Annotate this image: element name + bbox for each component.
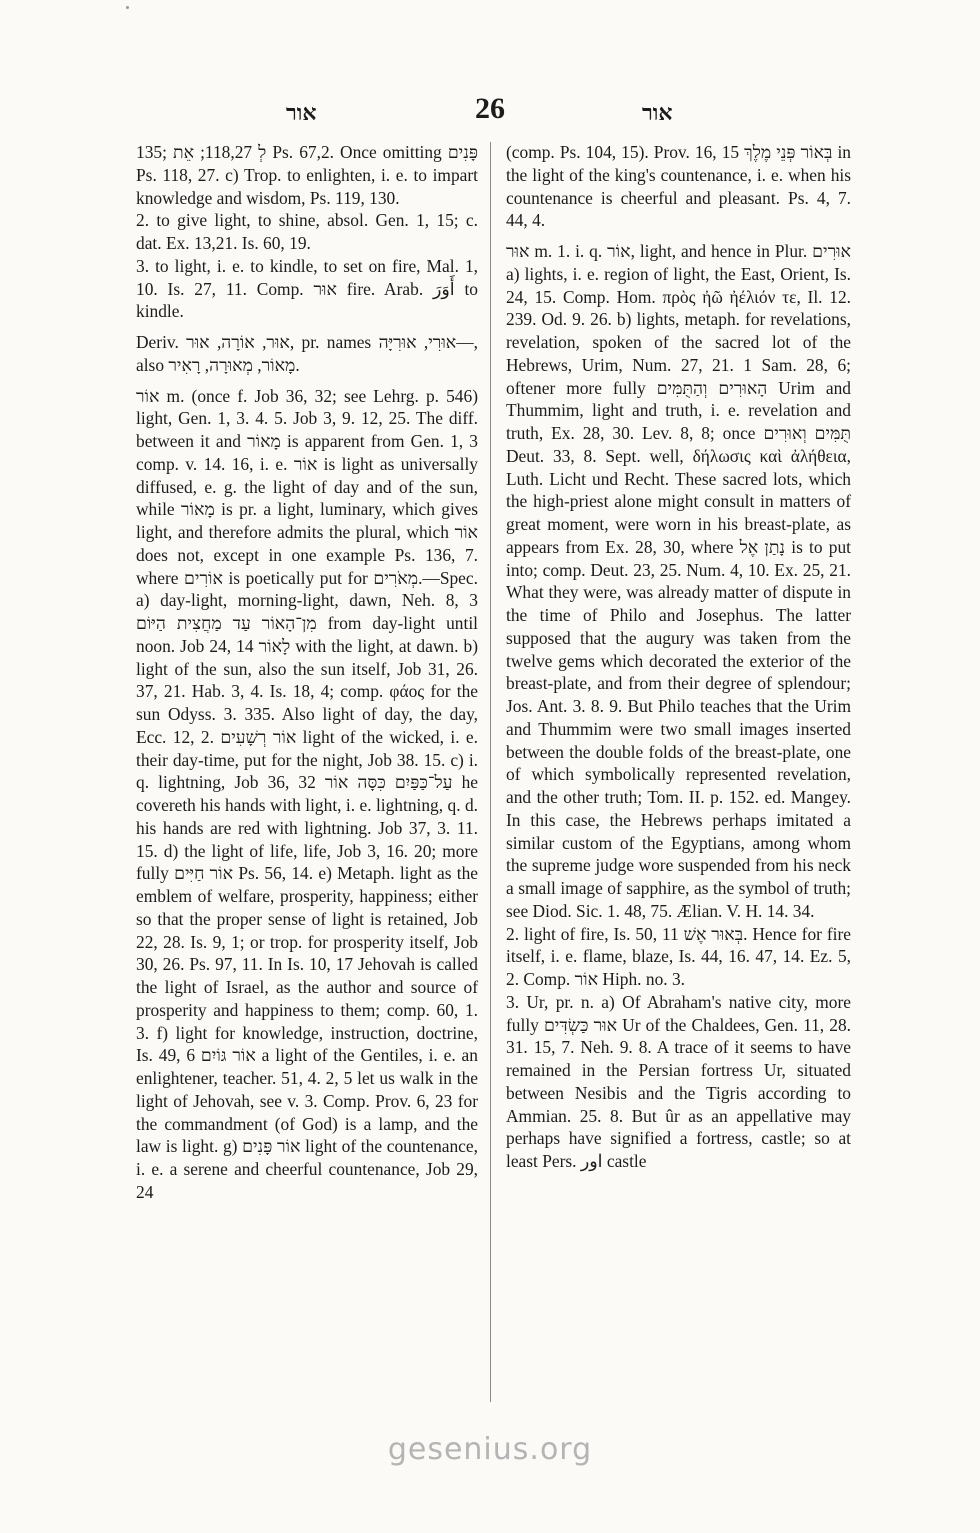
entry-paragraph: 3. Ur, pr. n. a) Of Abraham's native city, more fully אוּר כַּשְׂדִּים Ur of the Chaldees, Gen. 11, 28. 31. 15, 7. Neh. 9. 8. A trace of it seems to have remained in the Persian fortress Ur, situated between Nesibis and the Tigris according to Ammian. 25. 8. But ûr as an appellative may perhaps have signified a fortress, castle; so at least Pers. اور castle bbox=[506, 991, 851, 1171]
column-divider bbox=[490, 142, 491, 1402]
site-watermark: gesenius.org bbox=[387, 1432, 593, 1467]
catchword-left: אור bbox=[286, 100, 317, 125]
entry-ur-paragraph: אוּר m. 1. i. q. אוֹר, light, and hence in Plur. אוּרִים a) lights, i. e. region of light, the East, Orient, Is. 24, 15. Comp. Hom. πρὸς ἠῶ ἠέλιόν τε, Il. 12. 239. Od. 9. 26. b) lights, metaph. for revelations, revelation, spoken of the sacred lot of the Hebrews, Urim, Num. 27, 21. 1 Sam. 28, 6; oftener more fully הָאוּרִים וְהַתֻּמִּים Urim and Thummim, light and truth, i. e. revelation and truth, Ex. 28, 30. Lev. 8, 8; once תֻּמִּים וְאוּרִים Deut. 33, 8. Sept. well, δήλωσις καὶ ἀλήθεια, Luth. Licht und Recht. These sacred lots, which the high-priest alone might consult in matters of great moment, were worn in his breast-plate, as appears from Ex. 28, 30, where נָתַן אֶל is to put into; comp. Deut. 23, 25. Num. 4, 10. Ex. 25, 21. What they were, was already matter of dispute in the time of Philo and Josephus. The latter supposed that the augury was taken from the twelve gems which decorated the exterior of the breast-plate, and from their degree of splendour; Jos. Ant. 3. 8. 9. But Philo teaches that the Urim and Thummim were two small images inserted between the double folds of the breast-plate, one of which symbolically represented revelation, and the other truth; Tom. II. p. 152. ed. Mangey. In this case, the Hebrews perhaps imitated a similar custom of the Egyptians, among whom the supreme judge wore suspended from his neck a small image of sapphire, as the symbol of truth; see Diod. Sic. 1. 48, 75. Ælian. V. H. 14. 34. bbox=[506, 241, 851, 921]
right-column bbox=[506, 141, 851, 1173]
entry-or-paragraph: אוֹר m. (once f. Job 36, 32; see Lehrg. p. 546) light, Gen. 1, 3. 4. 5. Job 3, 9. 12, 25. The diff. between it and מָאוֹר is apparent from Gen. 1, 3 comp. v. 14. 16, i. e. אוֹר is light as universally diffused, e. g. the light of day and of the sun, while מָאוֹר is pr. a light, luminary, which gives light, and therefore admits the plural, which אוֹר does not, except in one example Ps. 136, 7. where אוֹרִים is poetically put for מְאֹרִים.—Spec. a) day-light, morning-light, dawn, Neh. 8, 3 מִן־הָאוֹר עַד מַחֲצִית הַיּוֹם from day-light until noon. Job 24, 14 לָאוֹר with the light, at dawn. b) light of the sun, also the sun itself, Job 31, 26. 37, 21. Hab. 3, 4. Is. 18, 4; comp. φάος for the sun Odyss. 3. 335. Also light of day, the day, Ecc. 12, 2. אוֹר רְשָׁעִים light of the wicked, i. e. their day-time, put for the night, Job 38. 15. c) i. q. lightning, Job 36, 32 עַל־כַּפַּיִם כִּסָּה אוֹר he covereth his hands with light, i. e. lightning, q. d. his hands are red with lightning. Job 37, 3. 11. 15. d) the light of life, life, Job 3, 16. 20; more fully אוֹר חַיִּים Ps. 56, 14. e) Metaph. light as the emblem of welfare, prosperity, happiness; either so that the proper sense of light is retained, Job 22, 28. Is. 9, 1; or trop. for prosperity itself, Job 30, 26. Ps. 97, 11. In Is. 10, 17 Jehovah is called the light of Israel, as the author and source of prosperity and happiness to them; comp. 60, 1. 3. f) light for knowledge, instruction, doctrine, Is. 49, 6 אוֹר גּוֹיִם a light of the Gentiles, i. e. an enlightener, teacher. 51, 4. 2, 5 let us walk in the light of Jehovah, see v. 3. Comp. Prov. 6, 23 for the commandment (of God) is a lamp, and the law is light. g) אוֹר פָּנִים light of the countenance, i. e. a serene and cheerful countenance, Job 29, 24 bbox=[136, 385, 479, 1202]
entry-paragraph: 135; לְ 118,27; אֵת Ps. 67,2. Once omitting פָּנִים Ps. 118, 27. c) Trop. to enlighten, i. e. to impart knowledge and wisdom, Ps. 119, 130. bbox=[136, 142, 478, 208]
running-head bbox=[0, 92, 980, 132]
page-speck bbox=[126, 6, 129, 9]
catchword-right: אור bbox=[642, 100, 673, 125]
entry-paragraph: 2. to give light, to shine, absol. Gen. 1, 15; c. dat. Ex. 13,21. Is. 60, 19. bbox=[136, 210, 478, 253]
entry-paragraph: 3. to light, i. e. to kindle, to set on fire, Mal. 1, 10. Is. 27, 11. Comp. אוּר fire. Arab. أَوَرَ to kindle. bbox=[136, 255, 478, 322]
entry-paragraph: (comp. Ps. 104, 15). Prov. 16, 15 בְּאוֹר פְּנֵי מֶלֶךְ in the light of the king's countenance, i. e. when his countenance is cheerful and pleasant. Ps. 4, 7. 44, 4. bbox=[506, 142, 851, 231]
left-column bbox=[136, 141, 478, 1204]
page-number: 26 bbox=[475, 92, 505, 125]
entry-paragraph: 2. light of fire, Is. 50, 11 בְּאוּר אֶשׁ. Hence for fire itself, i. e. flame, blaze, Is. 44, 16. 47, 14. Ez. 5, 2. Comp. אוֹר Hiph. no. 3. bbox=[506, 923, 851, 989]
derivatives-paragraph: Deriv. אוּר, אוֹרָה, אוּר, pr. names אוּרִי, אוּרִיָּה—, also מָאוֹר, מְאוּרָה, רָאִיר. bbox=[136, 332, 478, 375]
